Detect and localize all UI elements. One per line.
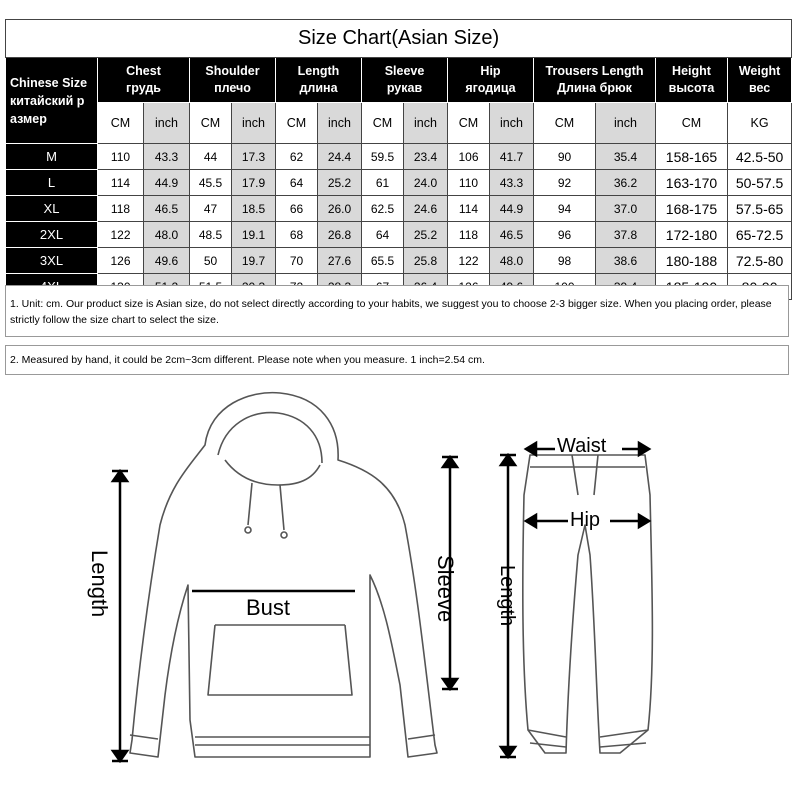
header-en-label: Trousers Length — [545, 64, 644, 78]
header-row — [6, 58, 792, 103]
header-sleeve — [362, 58, 448, 103]
value-cell: 17.9 — [232, 170, 276, 196]
value-cell: 62.5 — [362, 196, 404, 222]
size-label: 3XL — [6, 248, 98, 274]
unit-cell: KG — [728, 103, 792, 144]
unit-cell: inch — [144, 103, 190, 144]
value-cell: 59.5 — [362, 144, 404, 170]
table-row — [6, 196, 792, 222]
size-label: L — [6, 170, 98, 196]
header-ru-label: вес — [748, 81, 771, 95]
header-ru-label: плечо — [214, 81, 251, 95]
unit-cell: inch — [232, 103, 276, 144]
value-cell: 68 — [276, 222, 318, 248]
value-cell: 114 — [98, 170, 144, 196]
waist-label: Waist — [557, 435, 607, 457]
value-cell: 122 — [98, 222, 144, 248]
value-cell: 90 — [534, 144, 596, 170]
value-cell: 172-180 — [656, 222, 728, 248]
value-cell: 114 — [448, 196, 490, 222]
unit-cell: inch — [490, 103, 534, 144]
value-cell: 24.6 — [404, 196, 448, 222]
value-cell: 57.5-65 — [728, 196, 792, 222]
value-cell: 24.0 — [404, 170, 448, 196]
value-cell: 92 — [534, 170, 596, 196]
header-chinese-size — [6, 58, 98, 144]
value-cell: 64 — [362, 222, 404, 248]
header-chest — [98, 58, 190, 103]
header-ru-label: длина — [299, 81, 338, 95]
value-cell: 48.0 — [144, 222, 190, 248]
header-en-label: Chinese Size — [10, 75, 88, 90]
value-cell: 25.2 — [318, 170, 362, 196]
value-cell: 126 — [98, 248, 144, 274]
unit-cell: inch — [596, 103, 656, 144]
unit-cell: CM — [190, 103, 232, 144]
value-cell: 19.7 — [232, 248, 276, 274]
value-cell: 41.7 — [490, 144, 534, 170]
value-cell: 110 — [98, 144, 144, 170]
value-cell: 96 — [534, 222, 596, 248]
header-weight — [728, 58, 792, 103]
unit-cell: CM — [362, 103, 404, 144]
value-cell: 118 — [98, 196, 144, 222]
header-en-label: Hip — [480, 64, 501, 78]
value-cell: 46.5 — [490, 222, 534, 248]
unit-cell: inch — [318, 103, 362, 144]
hoodie-length-label: Length — [87, 550, 112, 618]
unit-cell: CM — [98, 103, 144, 144]
size-label: XL — [6, 196, 98, 222]
value-cell: 37.8 — [596, 222, 656, 248]
value-cell: 23.4 — [404, 144, 448, 170]
value-cell: 72.5-80 — [728, 248, 792, 274]
table-row — [6, 248, 792, 274]
value-cell: 36.2 — [596, 170, 656, 196]
unit-cell: CM — [448, 103, 490, 144]
value-cell: 158-165 — [656, 144, 728, 170]
header-en-label: Shoulder — [205, 64, 260, 78]
table-row — [6, 222, 792, 248]
header-height — [656, 58, 728, 103]
header-en-label: Weight — [738, 64, 781, 78]
table-row — [6, 144, 792, 170]
unit-row — [6, 103, 792, 144]
header-ru-label: Длина брюк — [557, 81, 632, 95]
value-cell: 17.3 — [232, 144, 276, 170]
header-en-label: Sleeve — [384, 64, 425, 78]
header-ru-label: рукав — [386, 81, 423, 95]
size-label: 2XL — [6, 222, 98, 248]
value-cell: 45.5 — [190, 170, 232, 196]
value-cell: 62 — [276, 144, 318, 170]
value-cell: 163-170 — [656, 170, 728, 196]
unit-cell: CM — [656, 103, 728, 144]
value-cell: 43.3 — [144, 144, 190, 170]
value-cell: 18.5 — [232, 196, 276, 222]
note-unit: 1. Unit: cm. Our product size is Asian size, do not select directly according to your habits, we suggest you to choose 2-3 bigger size. When you placing order, please strictly follow the size chart to select the size. — [5, 285, 789, 337]
unit-cell: CM — [276, 103, 318, 144]
unit-cell: inch — [404, 103, 448, 144]
value-cell: 66 — [276, 196, 318, 222]
header-ru-label: грудь — [126, 81, 161, 95]
table-row — [6, 170, 792, 196]
value-cell: 44 — [190, 144, 232, 170]
pants-length-label: Length — [496, 565, 518, 627]
value-cell: 47 — [190, 196, 232, 222]
value-cell: 65.5 — [362, 248, 404, 274]
value-cell: 37.0 — [596, 196, 656, 222]
value-cell: 98 — [534, 248, 596, 274]
header-shoulder — [190, 58, 276, 103]
value-cell: 38.6 — [596, 248, 656, 274]
value-cell: 19.1 — [232, 222, 276, 248]
hip-label: Hip — [570, 509, 601, 531]
value-cell: 24.4 — [318, 144, 362, 170]
value-cell: 94 — [534, 196, 596, 222]
pants-outline — [523, 455, 653, 753]
value-cell: 110 — [448, 170, 490, 196]
value-cell: 25.2 — [404, 222, 448, 248]
header-length — [276, 58, 362, 103]
value-cell: 26.8 — [318, 222, 362, 248]
value-cell: 50-57.5 — [728, 170, 792, 196]
value-cell: 122 — [448, 248, 490, 274]
bust-label: Bust — [246, 595, 291, 620]
size-rows — [6, 144, 792, 300]
value-cell: 27.6 — [318, 248, 362, 274]
value-cell: 64 — [276, 170, 318, 196]
header-ru-label: китайский р азмер — [10, 93, 85, 126]
chart-title: Size Chart(Asian Size) — [6, 20, 792, 58]
sleeve-label: Sleeve — [433, 555, 458, 623]
header-ru-label: ягодица — [465, 81, 516, 95]
value-cell: 168-175 — [656, 196, 728, 222]
value-cell: 61 — [362, 170, 404, 196]
header-en-label: Length — [297, 64, 340, 78]
garment-illustration — [0, 385, 800, 800]
value-cell: 35.4 — [596, 144, 656, 170]
header-hip — [448, 58, 534, 103]
value-cell: 65-72.5 — [728, 222, 792, 248]
value-cell: 25.8 — [404, 248, 448, 274]
value-cell: 46.5 — [144, 196, 190, 222]
value-cell: 118 — [448, 222, 490, 248]
value-cell: 48.5 — [190, 222, 232, 248]
hoodie-outline — [130, 393, 437, 757]
value-cell: 44.9 — [144, 170, 190, 196]
header-en-label: Height — [672, 64, 711, 78]
value-cell: 48.0 — [490, 248, 534, 274]
size-chart-table — [5, 19, 792, 300]
header-ru-label: высота — [668, 81, 715, 95]
value-cell: 43.3 — [490, 170, 534, 196]
value-cell: 70 — [276, 248, 318, 274]
value-cell: 106 — [448, 144, 490, 170]
value-cell: 42.5-50 — [728, 144, 792, 170]
value-cell: 44.9 — [490, 196, 534, 222]
measurement-diagram — [0, 385, 800, 800]
unit-cell: CM — [534, 103, 596, 144]
value-cell: 180-188 — [656, 248, 728, 274]
value-cell: 49.6 — [144, 248, 190, 274]
value-cell: 50 — [190, 248, 232, 274]
size-label: M — [6, 144, 98, 170]
header-en-label: Chest — [126, 64, 161, 78]
note-measure: 2. Measured by hand, it could be 2cm~3cm different. Please note when you measure. 1 inch=2.54 cm. — [5, 345, 789, 375]
value-cell: 26.0 — [318, 196, 362, 222]
header-trousers-length — [534, 58, 656, 103]
